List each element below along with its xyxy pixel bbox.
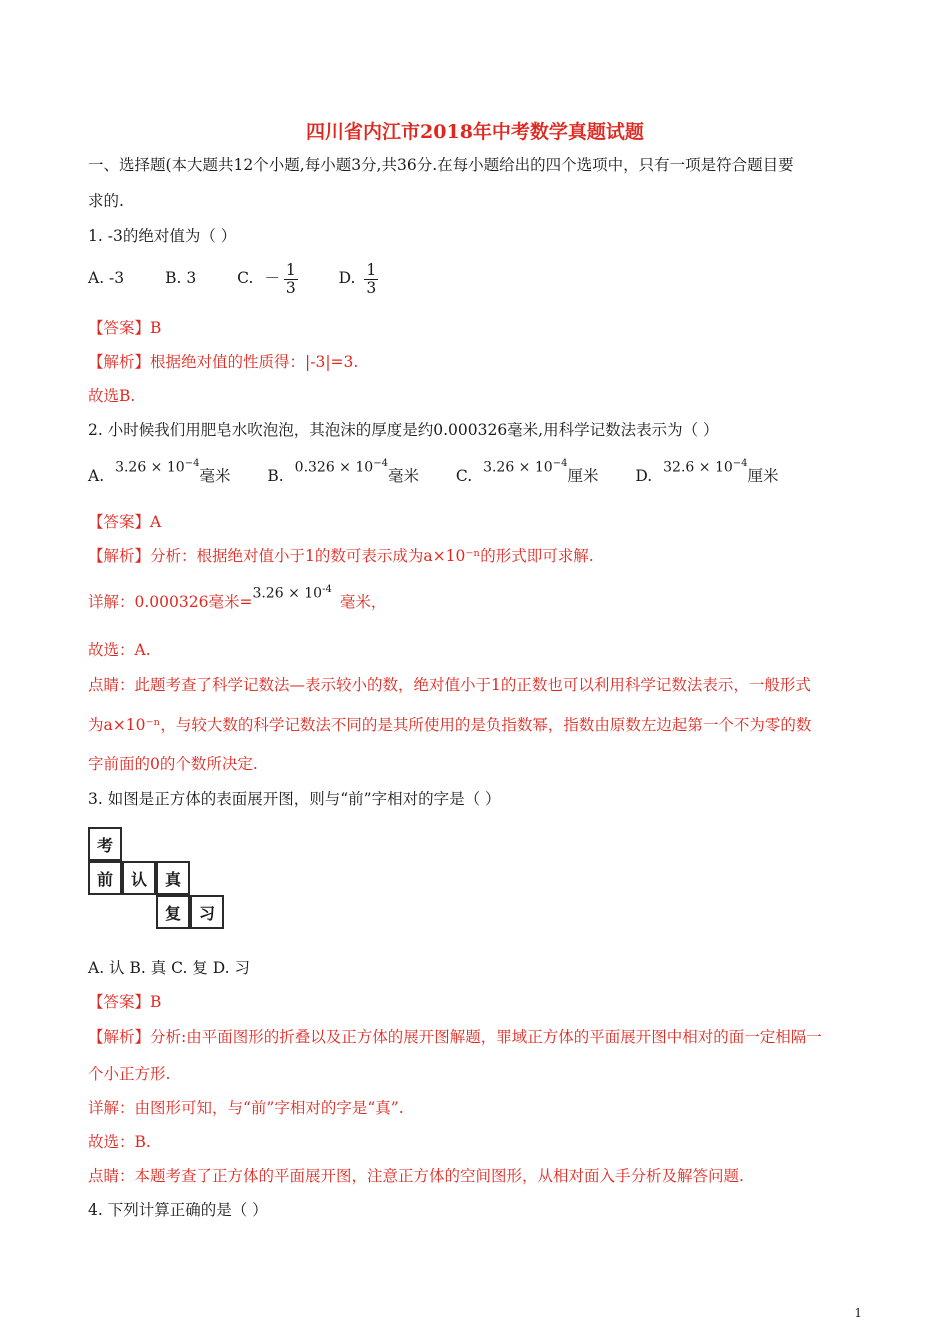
q2-option-b-label: B. <box>267 467 284 485</box>
q4-stem: 4. 下列计算正确的是（ ） <box>88 1201 268 1219</box>
q2-option-d-value <box>663 454 747 478</box>
sci-base: 0.326 × 10 <box>294 459 374 476</box>
q3-options: A. 认 B. 真 C. 复 D. 习 <box>88 959 250 977</box>
q1-option-c-fraction <box>284 262 298 297</box>
q2-option-b-unit: 毫米 <box>387 467 419 485</box>
q3-analysis-line2: 个小正方形. <box>88 1065 171 1083</box>
q2-option-a-value <box>115 454 199 478</box>
q1-analysis-text: 根据绝对值的性质得：|-3|=3. <box>150 353 359 371</box>
q2-answer: 【答案】A <box>88 513 162 531</box>
sci-exponent: −4 <box>184 458 200 469</box>
net-cell: 真 <box>156 861 190 895</box>
net-cell: 复 <box>156 895 190 929</box>
q2-option-d-unit: 厘米 <box>747 467 779 485</box>
q1-option-c <box>237 258 298 298</box>
q3-analysis-text: 分析:由平面图形的折叠以及正方体的展开图解题，罪域正方体的平面展开图中相对的面一定相隔一 <box>150 1028 822 1046</box>
q3-analysis-line1 <box>88 1027 822 1047</box>
q2-detail <box>88 584 387 616</box>
net-cell: 前 <box>88 861 122 895</box>
net-cell: 习 <box>190 895 224 929</box>
fraction-denominator: 3 <box>285 278 296 297</box>
sci-base: 3.26 × 10 <box>252 585 323 602</box>
q3-detail: 详解：由图形可知，与“前”字相对的字是“真”. <box>88 1099 404 1117</box>
q2-option-c-value <box>483 454 567 478</box>
q2-analysis-text: 分析：根据绝对值小于1的数可表示成为a×10⁻ⁿ的形式即可求解. <box>150 547 594 565</box>
q2-detail-suffix: 毫米， <box>339 593 387 611</box>
fraction-numerator: 1 <box>285 260 296 279</box>
sci-exponent: −4 <box>552 458 568 469</box>
analysis-tag: 【解析】 <box>88 1028 151 1046</box>
section-heading: 一、选择题(本大题共12个小题,每小题3分,共36分.在每小题给出的四个选项中，只有一项是符合题目要 <box>88 156 794 174</box>
q1-choose: 故选B. <box>88 387 136 405</box>
q2-comment-line1: 点睛：此题考查了科学记数法—表示较小的数，绝对值小于1的正数也可以利用科学记数法表示，一般形式 <box>88 676 811 694</box>
q3-choose: 故选：B. <box>88 1133 151 1151</box>
q2-option-b-value <box>295 454 388 478</box>
q1-answer: 【答案】B <box>88 319 162 337</box>
sci-exponent: −4 <box>373 458 388 469</box>
analysis-tag: 【解析】 <box>88 353 151 371</box>
q1-option-b: B. 3 <box>165 269 197 287</box>
q1-option-c-label: C. <box>237 269 254 287</box>
q2-detail-prefix: 详解：0.000326毫米= <box>88 593 253 611</box>
page-title: 四川省内江市2018年中考数学真题试题 <box>306 121 644 143</box>
q3-comment: 点睛：本题考查了正方体的平面展开图，注意正方体的空间图形，从相对面入手分析及解答问题. <box>88 1167 744 1185</box>
sci-exponent: −4 <box>732 458 748 469</box>
q2-option-d-label: D. <box>635 467 653 485</box>
q2-option-c-unit: 厘米 <box>567 467 599 485</box>
sci-base: 3.26 × 10 <box>483 459 553 476</box>
q2-analysis <box>88 546 594 566</box>
q2-comment-line3: 字前面的0的个数所决定. <box>88 755 258 773</box>
q2-comment-line2: 为a×10⁻ⁿ，与较大数的科学记数法不同的是其所使用的是负指数幂，指数由原数左边起第一个不为零的数 <box>88 716 812 734</box>
cube-net-figure <box>88 827 233 937</box>
q1-stem: 1. -3的绝对值为（ ） <box>88 227 237 245</box>
q1-option-d-label: D. <box>338 269 356 287</box>
page-number: 1 <box>854 1306 862 1320</box>
q3-stem: 3. 如图是正方体的表面展开图，则与“前”字相对的字是（ ） <box>88 790 501 808</box>
q2-option-a-unit: 毫米 <box>199 467 231 485</box>
sci-exponent: -4 <box>322 584 332 595</box>
q2-option-c-label: C. <box>455 467 473 485</box>
q1-option-d-fraction <box>364 262 378 297</box>
q2-detail-value <box>252 580 331 604</box>
q1-analysis <box>88 352 358 372</box>
section-heading-cont: 求的. <box>88 192 124 210</box>
sci-base: 3.26 × 10 <box>115 459 185 476</box>
fraction-numerator: 1 <box>366 260 377 279</box>
net-cell: 考 <box>88 827 122 861</box>
fraction-denominator: 3 <box>366 278 377 297</box>
q3-answer: 【答案】B <box>88 993 162 1011</box>
q1-option-c-sign: － <box>264 269 280 287</box>
q2-choose: 故选：A. <box>88 641 151 659</box>
q2-option-a-label: A. <box>88 467 105 485</box>
net-cell: 认 <box>122 861 156 895</box>
q1-options <box>88 258 378 298</box>
analysis-tag: 【解析】 <box>88 547 151 565</box>
q1-option-a: A. -3 <box>88 269 125 287</box>
sci-base: 32.6 × 10 <box>663 459 733 476</box>
q1-option-d <box>339 258 379 298</box>
q2-options <box>88 458 779 490</box>
q2-stem: 2. 小时候我们用肥皂水吹泡泡，其泡沫的厚度是约0.000326毫米,用科学记数法表示为（ ） <box>88 421 719 439</box>
